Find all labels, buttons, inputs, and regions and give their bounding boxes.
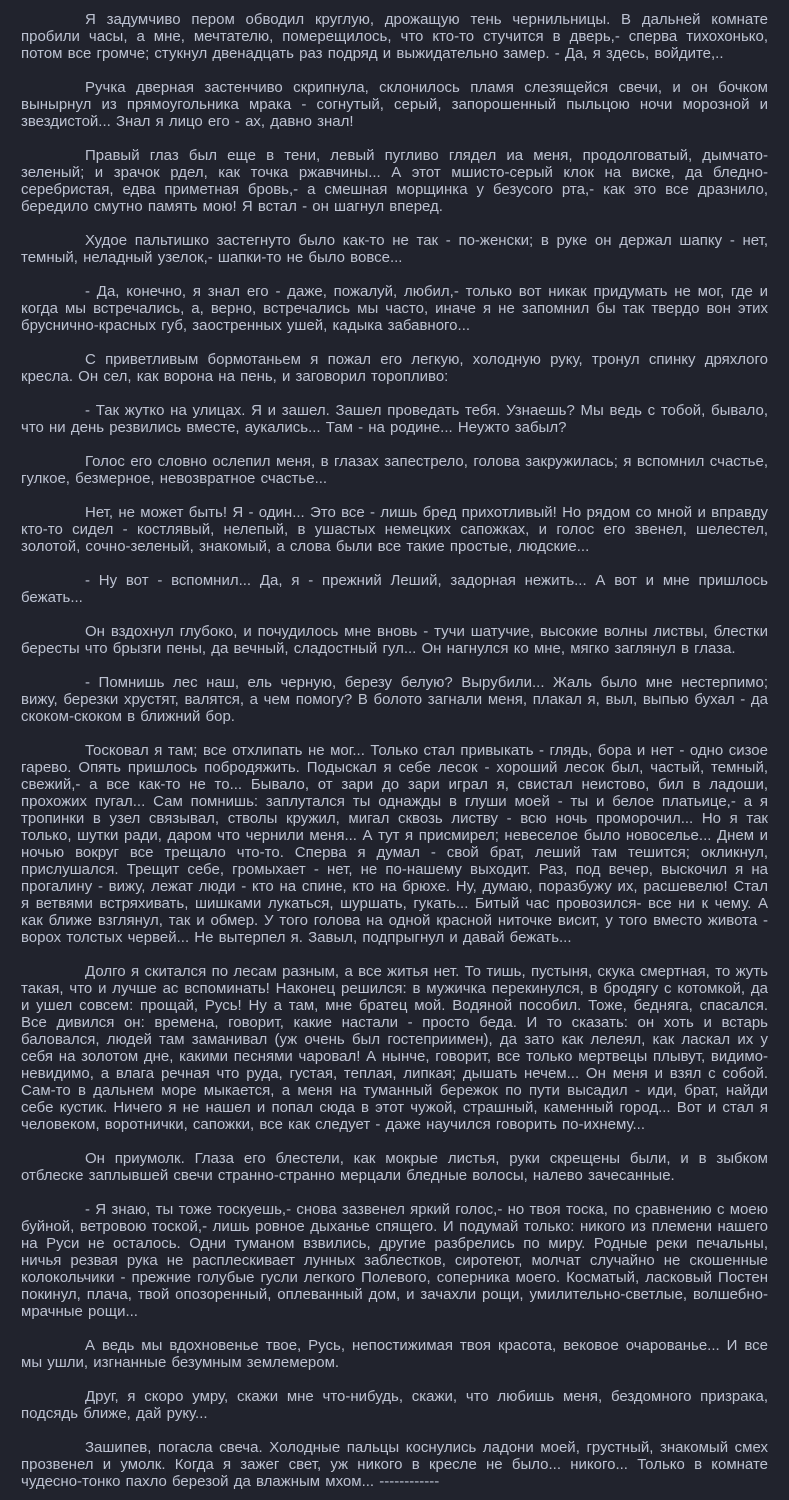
paragraph: Нет, не может быть! Я - один... Это все - лишь бред прихотливый! Но рядом со мной и вправду кто-то сидел - костлявый, нелепый, в ушастых немецких сапожках, и голос его звенел, шелестел, золотой, сочно-зеленый, знакомый, а слова были все такие простые, людские... — [21, 504, 768, 555]
paragraph: Голос его словно ослепил меня, в глазах запестрело, голова закружилась; я вспомнил счастье, гулкое, безмерное, невозвратное счастье... — [21, 453, 768, 487]
paragraph: Друг, я скоро умру, скажи мне что-нибудь, скажи, что любишь меня, бездомного призрака, подсядь ближе, дай руку... — [21, 1388, 768, 1422]
paragraph: Долго я скитался по лесам разным, а все житья нет. То тишь, пустыня, скука смертная, то жуть такая, что и лучше ас вспоминать! Наконец решился: в мужичка перекинулся, в бродягу с котомкой, да и ушел совсем: прощай, Русь! Ну а там, мне братец мой. Водяной пособил. Тоже, бедняга, спасался. Все дивился он: времена, говорит, какие настали - просто беда. И то сказать: он хоть и встарь баловался, людей там заманивал (уж очень был гостеприимен), да зато как лелеял, как ласкал их у себя на золотом дне, какими песнями чаровал! А нынче, говорит, все только мертвецы плывут, видимо-невидимо, а влага речная что руда, густая, теплая, липкая; дышать нечем... Он меня и взял с собой. Сам-то в дальнем море мыкается, а меня на туманный бережок по пути высадил - иди, брат, найди себе кустик. Ничего я не нашел и попал сюда в этот чужой, страшный, каменный город... Вот и стал я человеком, воротнички, сапожки, все как следует - даже научился говорить по-ихнему... — [21, 963, 768, 1133]
paragraph: - Да, конечно, я знал его - даже, пожалуй, любил,- только вот никак придумать не мог, где и когда мы встречались, а, верно, встречались мы часто, иначе я не запомнил бы так твердо вон этих бруснично-красных губ, заостренных ушей, кадыка забавного... — [21, 283, 768, 334]
paragraph: Я задумчиво пером обводил круглую, дрожащую тень чернильницы. В дальней комнате пробили часы, а мне, мечтателю, померещилось, что кто-то стучится в дверь,- сперва тихохонько, потом все громче; стукнул двенадцать раз подряд и выжидательно замер. - Да, я здесь, войдите,.. — [21, 11, 768, 62]
paragraph: Он приумолк. Глаза его блестели, как мокрые листья, руки скрещены были, и в зыбком отблеске заплывшей свечи странно-странно мерцали бледные волосы, налево зачесанные. — [21, 1150, 768, 1184]
paragraph: - Я знаю, ты тоже тоскуешь,- снова зазвенел яркий голос,- но твоя тоска, по сравнению с моею буйной, ветровою тоской,- лишь ровное дыханье спящего. И подумай только: никого из племени нашего на Руси не осталось. Одни туманом взвились, другие разбрелись по миру. Родные реки печальны, ничья резвая рука не расплескивает лунных заблестков, сиротеют, молчат случайно не скошенные колокольчики - прежние голубые гусли легкого Полевого, соперника моего. Косматый, ласковый Постен покинул, плача, твой опозоренный, оплеванный дом, и зачахли рощи, умилительно-светлые, волшебно-мрачные рощи... — [21, 1201, 768, 1320]
document-body — [21, 11, 768, 1490]
paragraph: - Помнишь лес наш, ель черную, березу белую? Вырубили... Жаль было мне нестерпимо; вижу, березки хрустят, валятся, а чем помогу? В болото загнали меня, плакал я, выл, выпью бухал - да скоком-скоком в ближний бор. — [21, 674, 768, 725]
paragraph: Тосковал я там; все отхлипать не мог... Только стал привыкать - глядь, бора и нет - одно сизое гарево. Опять пришлось побродяжить. Подыскал я себе лесок - хороший лесок был, частый, темный, свежий,- а все как-то не то... Бывало, от зари до зари играл я, свистал неистово, бил в ладоши, прохожих пугал... Сам помнишь: заплутался ты однажды в глуши моей - ты и белое платьице,- а я тропинки в узел связывал, стволы кружил, мигал сквозь листву - всю ночь проморочил... Но я так только, шутки ради, даром что чернили меня... А тут я присмирел; невеселое было новоселье... Днем и ночью вокруг все трещало что-то. Сперва я думал - свой брат, леший там тешится; окликнул, прислушался. Трещит себе, громыхает - нет, не по-нашему выходит. Раз, под вечер, выскочил я на прогалину - вижу, лежат люди - кто на спине, кто на брюхе. Ну, думаю, поразбужу их, расшевелю! Стал я ветвями встряхивать, шишками лукаться, шуршать, гукать... Битый час провозился- все ни к чему. А как ближе взглянул, так и обмер. У того голова на одной красной ниточке висит, у того вместо живота - ворох толстых червей... Не вытерпел я. Завыл, подпрыгнул и давай бежать... — [21, 742, 768, 946]
paragraph: А ведь мы вдохновенье твое, Русь, непостижимая твоя красота, вековое очарованье... И все мы ушли, изгнанные безумным землемером. — [21, 1337, 768, 1371]
paragraph: - Ну вот - вспомнил... Да, я - прежний Леший, задорная нежить... А вот и мне пришлось бежать... — [21, 572, 768, 606]
paragraph: С приветливым бормотаньем я пожал его легкую, холодную руку, тронул спинку дряхлого кресла. Он сел, как ворона на пень, и заговорил торопливо: — [21, 351, 768, 385]
paragraph: Худое пальтишко застегнуто было как-то не так - по-женски; в руке он держал шапку - нет, темный, неладный узелок,- шапки-то не было вовсе... — [21, 232, 768, 266]
paragraph: Он вздохнул глубоко, и почудилось мне вновь - тучи шатучие, высокие волны листвы, блестки бересты что брызги пены, да вечный, сладостный гул... Он нагнулся ко мне, мягко заглянул в глаза. — [21, 623, 768, 657]
paragraph: Правый глаз был еще в тени, левый пугливо глядел иа меня, продолговатый, дымчато-зеленый; и зрачок рдел, как точка ржавчины... А этот мшисто-серый клок на виске, да бледно-серебристая, едва приметная бровь,- а смешная морщинка у безусого рта,- как это все дразнило, бередило смутно память мою! Я встал - он шагнул вперед. — [21, 147, 768, 215]
paragraph: Зашипев, погасла свеча. Холодные пальцы коснулись ладони моей, грустный, знакомый смех прозвенел и умолк. Когда я зажег свет, уж никого в кресле не было... никого... Только в комнате чудесно-тонко пахло березой да влажным мхом... ------------ — [21, 1439, 768, 1490]
paragraph: - Так жутко на улицах. Я и зашел. Зашел проведать тебя. Узнаешь? Мы ведь с тобой, бывало, что ни день резвились вместе, аукались... Там - на родине... Неужто забыл? — [21, 402, 768, 436]
paragraph: Ручка дверная застенчиво скрипнула, склонилось пламя слезящейся свечи, и он бочком вынырнул из прямоугольника мрака - согнутый, серый, запорошенный пыльцою ночи морозной и звездистой... Знал я лицо его - ах, давно знал! — [21, 79, 768, 130]
